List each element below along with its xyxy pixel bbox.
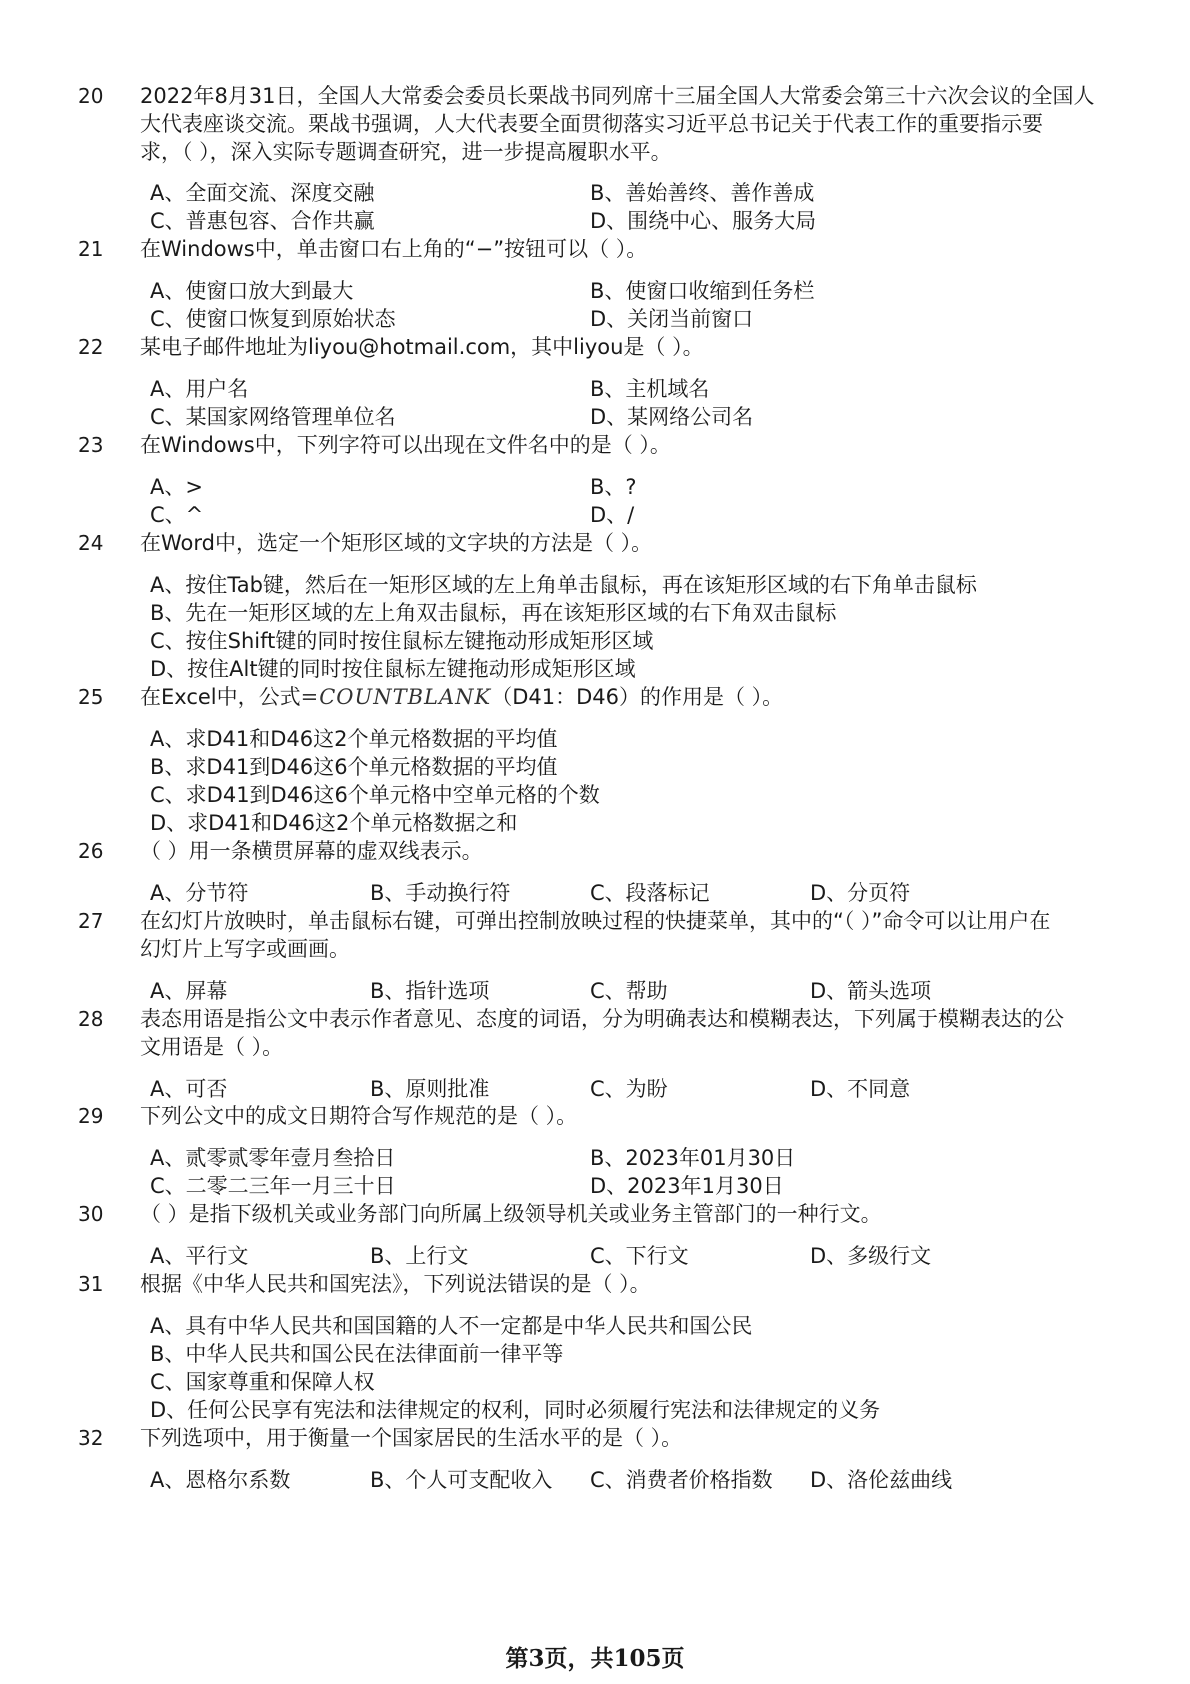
question-number: 25 — [78, 685, 104, 709]
question-stem-line: 下列公文中的成文日期符合写作规范的是（ ）。 — [140, 1104, 578, 1128]
option-d[interactable]: D、围绕中心、服务大局 — [590, 209, 817, 233]
option-c[interactable]: C、求D41到D46这6个单元格中空单元格的个数 — [150, 783, 600, 807]
option-d[interactable]: D、按住Alt键的同时按住鼠标左键拖动形成矩形区域 — [150, 657, 636, 681]
option-a[interactable]: A、贰零贰零年壹月叁拾日 — [150, 1146, 396, 1170]
question-stem-line: 在Word中，选定一个矩形区域的文字块的方法是（ ）。 — [140, 531, 653, 555]
question-stem-line: 根据《中华人民共和国宪法》，下列说法错误的是（ ）。 — [140, 1272, 651, 1296]
option-b[interactable]: B、上行文 — [370, 1244, 469, 1268]
question-stem-line: 幻灯片上写字或画画。 — [140, 937, 350, 961]
option-d[interactable]: D、某网络公司名 — [590, 405, 754, 429]
option-c[interactable]: C、二零二三年一月三十日 — [150, 1174, 396, 1198]
option-b[interactable]: B、善始善终、善作善成 — [590, 181, 815, 205]
option-a[interactable]: A、使窗口放大到最大 — [150, 279, 354, 303]
option-c[interactable]: C、消费者价格指数 — [590, 1468, 773, 1492]
question-number: 32 — [78, 1426, 104, 1450]
question-number: 22 — [78, 335, 104, 359]
option-c[interactable]: C、下行文 — [590, 1244, 689, 1268]
option-c[interactable]: C、国家尊重和保障人权 — [150, 1370, 375, 1394]
question-number: 28 — [78, 1007, 104, 1031]
option-c[interactable]: C、^ — [150, 503, 204, 527]
option-c[interactable]: C、段落标记 — [590, 881, 710, 905]
option-d[interactable]: D、求D41和D46这2个单元格数据之和 — [150, 811, 518, 835]
option-c[interactable]: C、使窗口恢复到原始状态 — [150, 307, 396, 331]
question-number: 23 — [78, 433, 104, 457]
option-b[interactable]: B、主机域名 — [590, 377, 710, 401]
question-number: 29 — [78, 1104, 104, 1128]
question-stem-line: 下列选项中，用于衡量一个国家居民的生活水平的是（ ）。 — [140, 1426, 683, 1450]
option-d[interactable]: D、2023年1月30日 — [590, 1174, 784, 1198]
option-b[interactable]: B、? — [590, 475, 637, 499]
formula: =COUNTBLANK — [300, 685, 492, 709]
option-d[interactable]: D、/ — [590, 503, 635, 527]
question-number: 24 — [78, 531, 104, 555]
option-a[interactable]: A、分节符 — [150, 881, 249, 905]
question-number: 26 — [78, 839, 104, 863]
option-a[interactable]: A、屏幕 — [150, 979, 228, 1003]
option-a[interactable]: A、可否 — [150, 1077, 228, 1101]
stem-prefix: 在Excel中，公式 — [140, 685, 301, 709]
option-c[interactable]: C、普惠包容、合作共赢 — [150, 209, 375, 233]
question-stem-line: 在幻灯片放映时，单击鼠标右键，可弹出控制放映过程的快捷菜单，其中的“（ ）”命令可以让用户在 — [140, 909, 1051, 933]
option-b[interactable]: B、指针选项 — [370, 979, 490, 1003]
option-c[interactable]: C、按住Shift键的同时按住鼠标左键拖动形成矩形区域 — [150, 629, 654, 653]
question-stem-line: 某电子邮件地址为liyou@hotmail.com，其中liyou是（ ）。 — [140, 335, 704, 359]
question-stem-line: 表态用语是指公文中表示作者意见、态度的词语，分为明确表达和模糊表达，下列属于模糊表达的公 — [140, 1007, 1064, 1031]
option-a[interactable]: A、全面交流、深度交融 — [150, 181, 375, 205]
option-a[interactable]: A、恩格尔系数 — [150, 1468, 291, 1492]
option-a[interactable]: A、求D41和D46这2个单元格数据的平均值 — [150, 727, 558, 751]
option-d[interactable]: D、洛伦兹曲线 — [810, 1468, 953, 1492]
option-a[interactable]: A、用户名 — [150, 377, 249, 401]
question-number: 31 — [78, 1272, 104, 1296]
option-d[interactable]: D、箭头选项 — [810, 979, 932, 1003]
stem-suffix: （D41：D46）的作用是（ ）。 — [491, 685, 784, 709]
option-d[interactable]: D、关闭当前窗口 — [590, 307, 754, 331]
question-number: 30 — [78, 1202, 104, 1226]
option-b[interactable]: B、原则批准 — [370, 1077, 490, 1101]
option-a[interactable]: A、按住Tab键，然后在一矩形区域的左上角单击鼠标，再在该矩形区域的右下角单击鼠标 — [150, 573, 977, 597]
page-footer: 第3页，共105页 — [505, 1645, 685, 1672]
option-d[interactable]: D、任何公民享有宪法和法律规定的权利，同时必须履行宪法和法律规定的义务 — [150, 1398, 881, 1422]
option-b[interactable]: B、手动换行符 — [370, 881, 511, 905]
option-c[interactable]: C、帮助 — [590, 979, 668, 1003]
question-number: 21 — [78, 237, 104, 261]
question-stem-line: （ ）用一条横贯屏幕的虚双线表示。 — [140, 839, 483, 863]
option-b[interactable]: B、中华人民共和国公民在法律面前一律平等 — [150, 1342, 564, 1366]
option-a[interactable]: A、平行文 — [150, 1244, 249, 1268]
option-d[interactable]: D、分页符 — [810, 881, 911, 905]
question-stem-line: 大代表座谈交流。栗战书强调，人大代表要全面贯彻落实习近平总书记关于代表工作的重要指示要 — [140, 112, 1043, 136]
question-stem-line: 在Windows中，下列字符可以出现在文件名中的是（ ）。 — [140, 433, 671, 457]
option-b[interactable]: B、先在一矩形区域的左上角双击鼠标，再在该矩形区域的右下角双击鼠标 — [150, 601, 837, 625]
question-stem-line: 2022年8月31日，全国人大常委会委员长栗战书同列席十三届全国人大常委会第三十六次会议的全国人 — [140, 84, 1095, 108]
option-b[interactable]: B、使窗口收缩到任务栏 — [590, 279, 815, 303]
question-stem-line: 在Windows中，单击窗口右上角的“−”按钮可以（ ）。 — [140, 237, 648, 261]
question-stem-line: （ ）是指下级机关或业务部门向所属上级领导机关或业务主管部门的一种行文。 — [140, 1202, 882, 1226]
question-number: 20 — [78, 84, 104, 108]
question-stem-line: 文用语是（ ）。 — [140, 1035, 284, 1059]
option-b[interactable]: B、2023年01月30日 — [590, 1146, 796, 1170]
option-a[interactable]: A、具有中华人民共和国国籍的人不一定都是中华人民共和国公民 — [150, 1314, 753, 1338]
option-b[interactable]: B、求D41到D46这6个单元格数据的平均值 — [150, 755, 558, 779]
option-d[interactable]: D、不同意 — [810, 1077, 911, 1101]
option-d[interactable]: D、多级行文 — [810, 1244, 932, 1268]
option-c[interactable]: C、为盼 — [590, 1077, 668, 1101]
option-c[interactable]: C、某国家网络管理单位名 — [150, 405, 396, 429]
question-number: 27 — [78, 909, 104, 933]
question-stem-line: 求，（ ），深入实际专题调查研究，进一步提高履职水平。 — [140, 140, 672, 164]
option-b[interactable]: B、个人可支配收入 — [370, 1468, 553, 1492]
option-a[interactable]: A、> — [150, 475, 203, 499]
question-stem-line — [140, 682, 1095, 712]
